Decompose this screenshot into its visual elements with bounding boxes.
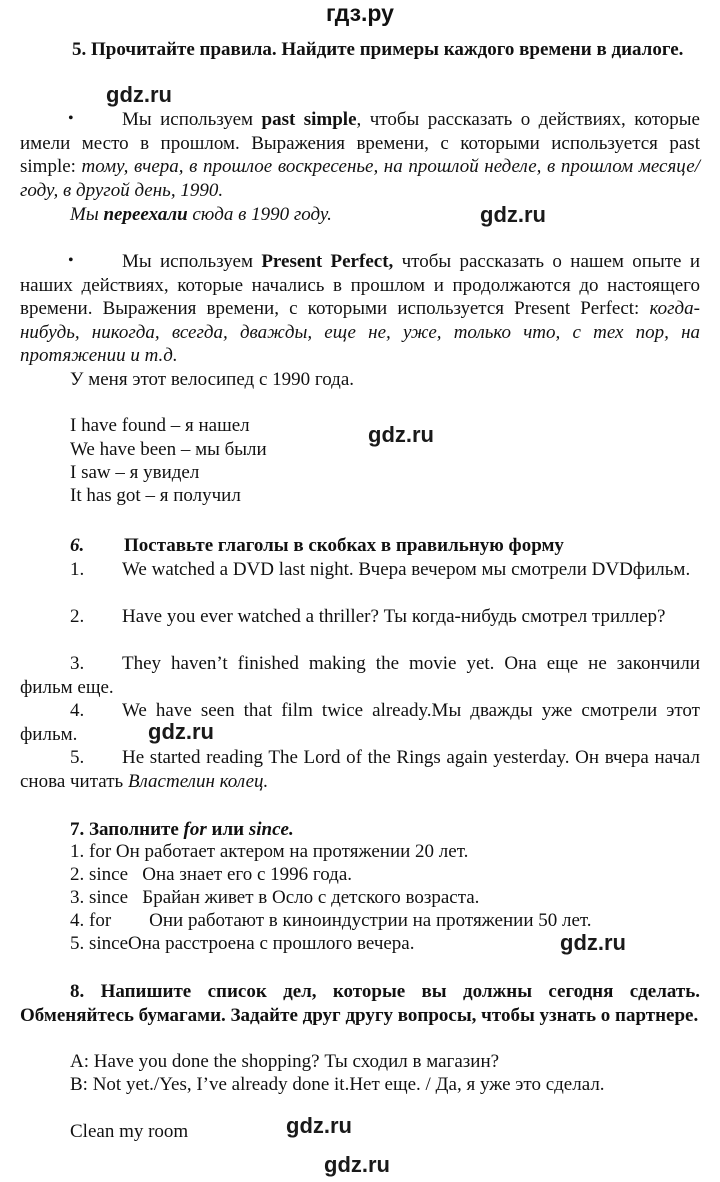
watermark: gdz.ru xyxy=(480,202,546,227)
exercise-6-item-number: 5. xyxy=(70,747,85,768)
example-text: Мы xyxy=(70,204,104,225)
dialog-example: I have found – я нашел xyxy=(70,415,250,436)
site-header: гдз.ру xyxy=(326,0,394,26)
rule-text: Мы используем xyxy=(122,109,262,130)
exercise-number: 6. xyxy=(70,535,85,556)
present-perfect-rule xyxy=(20,250,700,368)
exercise-6-item-number: 4. xyxy=(70,700,85,721)
item-text: He started reading The Lord of the Rings again yesterday. Он вчера начал снова читать xyxy=(20,747,700,792)
rule-examples: тому, вчера, в прошлое воскресенье, на прошлой неделе, в прошлом месяце/ году, в другой день, 1990. xyxy=(20,156,700,201)
exercise-title: 7. Заполните xyxy=(70,819,184,840)
rule-examples: когда-нибудь, никогда, всегда, дважды, еще не, уже, только что, с тех пор, на протяжении и т.д. xyxy=(20,298,700,366)
example-text: сюда в 1990 году. xyxy=(187,204,332,225)
exercise-6-item xyxy=(20,746,700,793)
exercise-5-heading: 5. Прочитайте правила. Найдите примеры каждого времени в диалоге. xyxy=(72,39,684,60)
keyword-since: since. xyxy=(248,819,294,840)
dialog-example: We have been – мы были xyxy=(70,439,267,460)
dialog-line-b: B: Not yet./Yes, I’ve already done it.Нет еще. / Да, я уже это сделал. xyxy=(70,1074,605,1095)
exercise-title: Поставьте глаголы в скобках в правильную форму xyxy=(124,535,564,556)
exercise-7-item: 2. since Она знает его с 1996 года. xyxy=(70,864,353,885)
dialog-example: I saw – я увидел xyxy=(70,462,200,483)
dialog-example: It has got – я получил xyxy=(70,485,241,506)
exercise-6-item-number: 3. xyxy=(70,653,85,674)
exercise-7-item: 4. for Они работают в киноиндустрии на протяжении 50 лет. xyxy=(70,910,592,931)
exercise-7-item: 3. since Брайан живет в Осло с детского возраста. xyxy=(70,887,480,908)
bullet-icon: • xyxy=(68,252,74,269)
exercise-6-item: They haven’t finished making the movie yet. Она еще не закончили фильм еще. xyxy=(20,653,700,698)
watermark: gdz.ru xyxy=(286,1113,352,1138)
rule-term: past simple xyxy=(261,109,357,130)
exercise-6-item: Have you ever watched a thriller? Ты когда-нибудь смотрел триллер? xyxy=(122,606,666,627)
exercise-6-item-number: 1. xyxy=(70,559,85,580)
exercise-7-item: 5. sinceОна расстроена с прошлого вечера. xyxy=(70,933,415,954)
rule-text: чтобы рассказать о нашем опыте и наших действиях, которые начались в прошлом и продолжаются до настоящего времени. Выражения времени, с которыми используется Present Perfect: xyxy=(20,251,700,319)
watermark: gdz.ru xyxy=(106,82,172,107)
bullet-icon: • xyxy=(68,110,74,127)
watermark: gdz.ru xyxy=(148,719,214,744)
exercise-title: или xyxy=(206,819,249,840)
book-title: Властелин колец. xyxy=(127,770,269,792)
present-perfect-example: У меня этот велосипед с 1990 года. xyxy=(70,369,354,390)
exercise-6-item: We have seen that film twice already.Мы дважды уже смотрели этот фильм. xyxy=(20,700,700,745)
todo-item: Clean my room xyxy=(70,1121,189,1142)
dialog-line-a: A: Have you done the shopping? Ты сходил в магазин? xyxy=(70,1051,500,1072)
past-simple-rule xyxy=(20,108,700,202)
example-verb: переехали xyxy=(103,204,188,225)
rule-term: Present Perfect, xyxy=(261,251,394,272)
rule-text: , чтобы рассказать о действиях, которые имели место в прошлом. Выражения времени, с которыми используется past simple: xyxy=(20,109,700,177)
exercise-7-heading xyxy=(70,818,294,841)
exercise-8-heading: 8. Напишите список дел, которые вы должны сегодня сделать. Обменяйтесь бумагами. Задайте друг другу вопросы, чтобы узнать о партнере. xyxy=(20,981,700,1026)
keyword-for: for xyxy=(183,819,207,840)
exercise-7-item: 1. for Он работает актером на протяжении 20 лет. xyxy=(70,841,469,862)
exercise-6-heading xyxy=(70,534,564,557)
rule-text: Мы используем xyxy=(122,251,262,272)
exercise-6-item: We watched a DVD last night. Вчера вечером мы смотрели DVDфильм. xyxy=(122,559,691,580)
exercise-6-item-number: 2. xyxy=(70,606,85,627)
watermark: gdz.ru xyxy=(368,422,434,447)
watermark: gdz.ru xyxy=(324,1152,390,1177)
watermark: gdz.ru xyxy=(560,930,626,955)
past-simple-example xyxy=(70,203,332,226)
